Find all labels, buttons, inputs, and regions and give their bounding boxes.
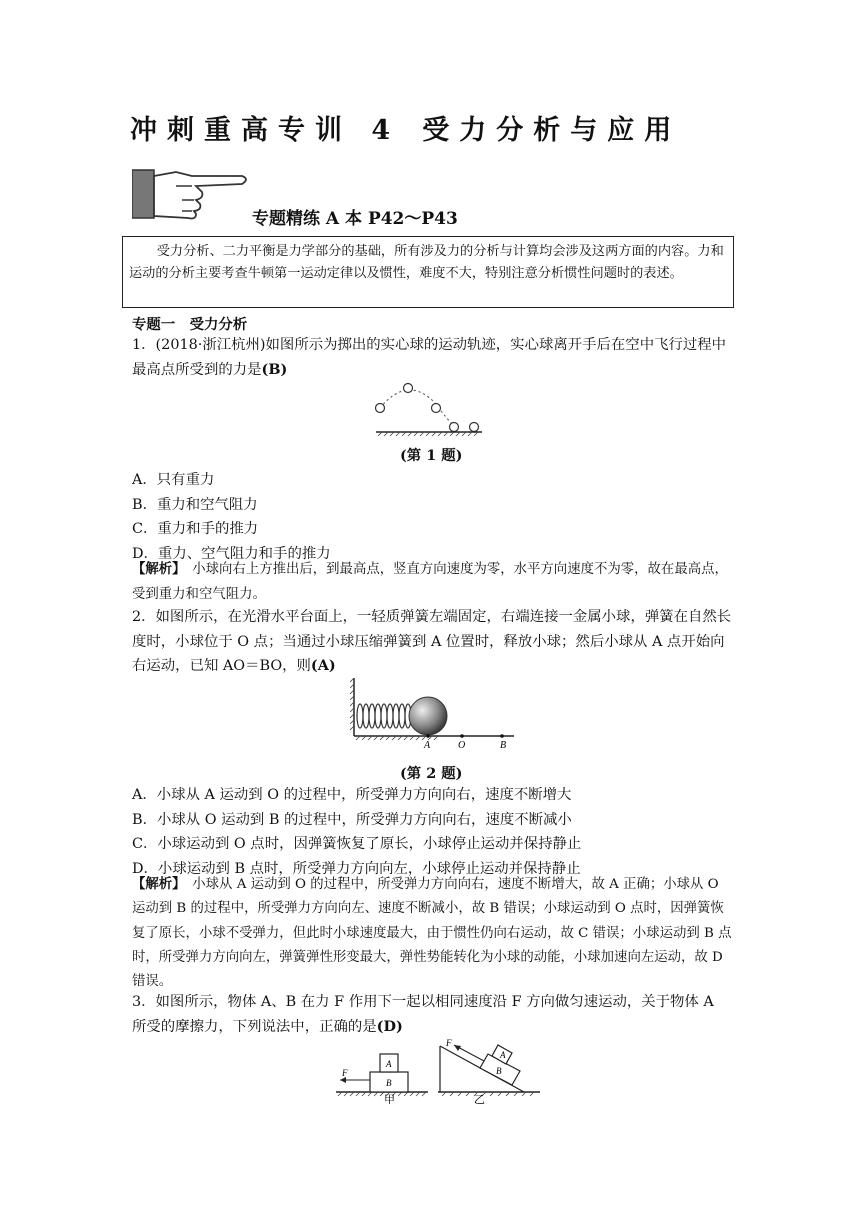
q1-analysis-label: 【解析】 [132, 561, 179, 577]
q3-answer: (D) [376, 1017, 403, 1035]
title-number: 4 [371, 115, 401, 146]
q2-option-d: D．小球运动到 B 点时，所受弹力方向向左，小球停止运动并保持静止 [132, 860, 581, 877]
q2-analysis-text: 小球从 A 运动到 O 的过程中，所受弹力方向向右，速度不断增大，故 A 正确；小球从 O 运动到 B 的过程中，所受弹力方向向左、速度不断减小，故 B 错误；小球运动到 O 点时，因弹簧恢复了原长，小球不受弹力，但此时小球速度最大，由于惯性仍向右运动，故 C 错误；小球运动到 B 点时，所受弹力方向向左，弹簧弹性形变最大，弹性势能转化为小球的动能，小球加速向左运动，故 D 错误。 [132, 877, 732, 990]
figure-2-caption: (第 2 题) [400, 765, 463, 782]
q2-answer: (A) [310, 657, 336, 674]
q1-option-a: A．只有重力 [132, 472, 215, 488]
figure-3-jia-label-f: F [342, 1068, 348, 1078]
figure-1-trajectory [370, 378, 486, 438]
q2-option-c: C．小球运动到 O 点时，因弹簧恢复了原长，小球停止运动并保持静止 [132, 836, 582, 852]
title-text: 冲刺重高专训 [130, 115, 352, 146]
q1-option-c: C．重力和手的推力 [132, 521, 259, 537]
q1-analysis-text: 小球向右上方推出后，到最高点，竖直方向速度为零，水平方向速度不为零，故在最高点，受到重力和空气阻力。 [132, 562, 728, 602]
pointing-hand-icon [132, 164, 252, 222]
intro-box [122, 236, 734, 308]
figure-2-label-a: A [424, 740, 431, 750]
q1-analysis [132, 557, 732, 607]
q2-option-b: B．小球从 O 运动到 B 的过程中，所受弹力方向向右，速度不断减小 [132, 811, 572, 828]
q2-options [132, 783, 732, 881]
figure-3-yi-caption: 乙 [474, 1094, 485, 1104]
q1-stem: 1．(2018·浙江杭州)如图所示为掷出的实心球的运动轨迹，实心球离开手后在空中飞行过程中最高点所受到的力是 [132, 337, 727, 378]
figure-3-yi-label-f: F [446, 1038, 452, 1048]
question-3 [132, 990, 732, 1039]
q1-answer: (B) [261, 360, 288, 378]
question-1 [132, 333, 732, 382]
title-suffix: 受力分析与应用 [422, 115, 682, 146]
figure-3-jia-label-a: A [386, 1059, 392, 1069]
figure-3-jia-caption: 甲 [384, 1094, 395, 1104]
figure-1-caption: (第 1 题) [400, 447, 463, 464]
figure-2-spring-ball [350, 678, 518, 750]
q2-option-a: A．小球从 A 运动到 O 的过程中，所受弹力方向向右，速度不断增大 [132, 787, 572, 803]
intro-text: 受力分析、二力平衡是力学部分的基础，所有涉及力的分析与计算均会涉及这两方面的内容。力和运动的分析主要考查牛顿第一运动定律以及惯性，难度不大，特别注意分析惯性问题时的表述。 [129, 244, 724, 281]
page-title [130, 108, 730, 147]
q1-options [132, 468, 732, 566]
q2-analysis-label: 【解析】 [132, 876, 179, 892]
section-heading: 专题一 受力分析 [132, 316, 248, 333]
q2-stem: 2．如图所示，在光滑水平台面上，一轻质弹簧左端固定，右端连接一金属小球，弹簧在自然长度时，小球位于 O 点；当通过小球压缩弹簧到 A 位置时，释放小球；然后小球从 A 点开始向右运动，已知 AO＝BO，则 [132, 609, 732, 674]
figure-3-jia-label-b: B [386, 1078, 392, 1088]
question-2 [132, 605, 732, 679]
practice-reference: 专题精练 A 本 P42～P43 [252, 209, 458, 229]
q2-analysis [132, 872, 732, 994]
q1-option-b: B．重力和空气阻力 [132, 496, 258, 513]
figure-2-label-o: O [458, 740, 466, 750]
q1-option-d: D．重力、空气阻力和手的推力 [132, 545, 331, 562]
figure-3-yi-label-a: A [500, 1050, 506, 1060]
figure-3-yi-label-b: B [496, 1066, 502, 1076]
figure-2-label-b: B [500, 740, 507, 750]
figure-3-blocks [334, 1036, 544, 1104]
q3-stem: 3．如图所示，物体 A、B 在力 F 作用下一起以相同速度沿 F 方向做匀速运动，关于物体 A 所受的摩擦力，下列说法中，正确的是 [132, 994, 714, 1035]
